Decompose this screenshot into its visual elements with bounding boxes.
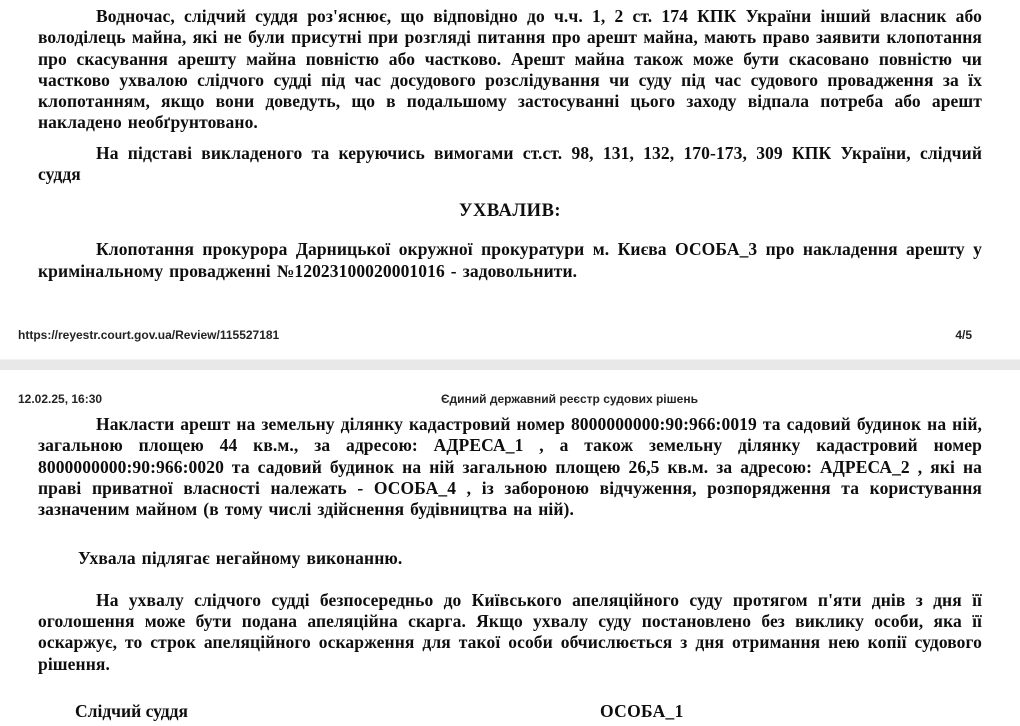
print-header — [0, 392, 1020, 407]
paragraph-immediate-execution: Ухвала підлягає негайному виконанню. — [78, 548, 403, 569]
paragraph-legal-basis: На підставі викладеного та керуючись вимогами ст.ст. 98, 131, 132, 170-173, 309 КПК України, слідчий суддя — [38, 142, 982, 185]
paragraph-appeal-rights: На ухвалу слідчого судді безпосередньо до Київського апеляційного суду протягом п'яти днів з дня її оголошення може бути подана апеляційна скарга. Якщо ухвалу суду постановлено без виклику особи, яка її оскаржує, то строк апеляційного оскарження для такої особи обчислюється з дня отримання нею копії судового рішення. — [38, 589, 982, 674]
resolution-heading: УХВАЛИВ: — [458, 201, 562, 222]
print-footer — [0, 328, 1020, 342]
footer-page-indicator: 4/5 — [955, 327, 972, 342]
signature-block — [0, 701, 1020, 725]
paragraph-judge-explanation: Водночас, слідчий суддя роз'яснює, що відповідно до ч.ч. 1, 2 ст. 174 КПК України інший власник або володілець майна, які не були присутні при розгляді питання про арешт майна, мають право заявити клопотання про скасування арешту майна повністю або частково. Арешт майна також може бути скасовано повністю чи частково ухвалою слідчого судді під час досудового розслідування чи суду під час судового провадження за їх клопотанням, якщо вони доведуть, що в подальшому застосуванні цього заходу відпала потреба або арешт накладено необґрунтовано. — [38, 6, 982, 133]
signature-role: Слідчий суддя — [75, 700, 188, 721]
page-4-section — [0, 6, 1020, 342]
page-5-section — [0, 392, 1020, 725]
footer-source-url: https://reyestr.court.gov.ua/Review/115527181 — [18, 327, 280, 342]
header-registry-title: Єдиний державний реєстр судових рішень — [441, 391, 698, 406]
page-break-divider — [0, 359, 1020, 370]
paragraph-resolution: Клопотання прокурора Дарницької окружної прокуратури м. Києва ОСОБА_3 про накладення арешту у кримінальному провадженні №12023100020001016 - задовольнити. — [38, 239, 982, 281]
paragraph-arrest-order: Накласти арешт на земельну ділянку кадастровий номер 8000000000:90:966:0019 та садовий будинок на ній, загальною площею 44 кв.м., за адресою: АДРЕСА_1 , а також земельну ділянку кадастровий номер 8000000000:90:966:0020 та садовий будинок на ній загальною площею 26,5 кв.м. за адресою: АДРЕСА_2 , які на праві приватної власності належать - ОСОБА_4 , із забороною відчуження, розпорядження та користування зазначеним майном (в тому числі здійснення будівництва на ній). — [38, 413, 982, 520]
header-datetime: 12.02.25, 16:30 — [18, 391, 103, 406]
signature-name: ОСОБА_1 — [600, 700, 684, 721]
